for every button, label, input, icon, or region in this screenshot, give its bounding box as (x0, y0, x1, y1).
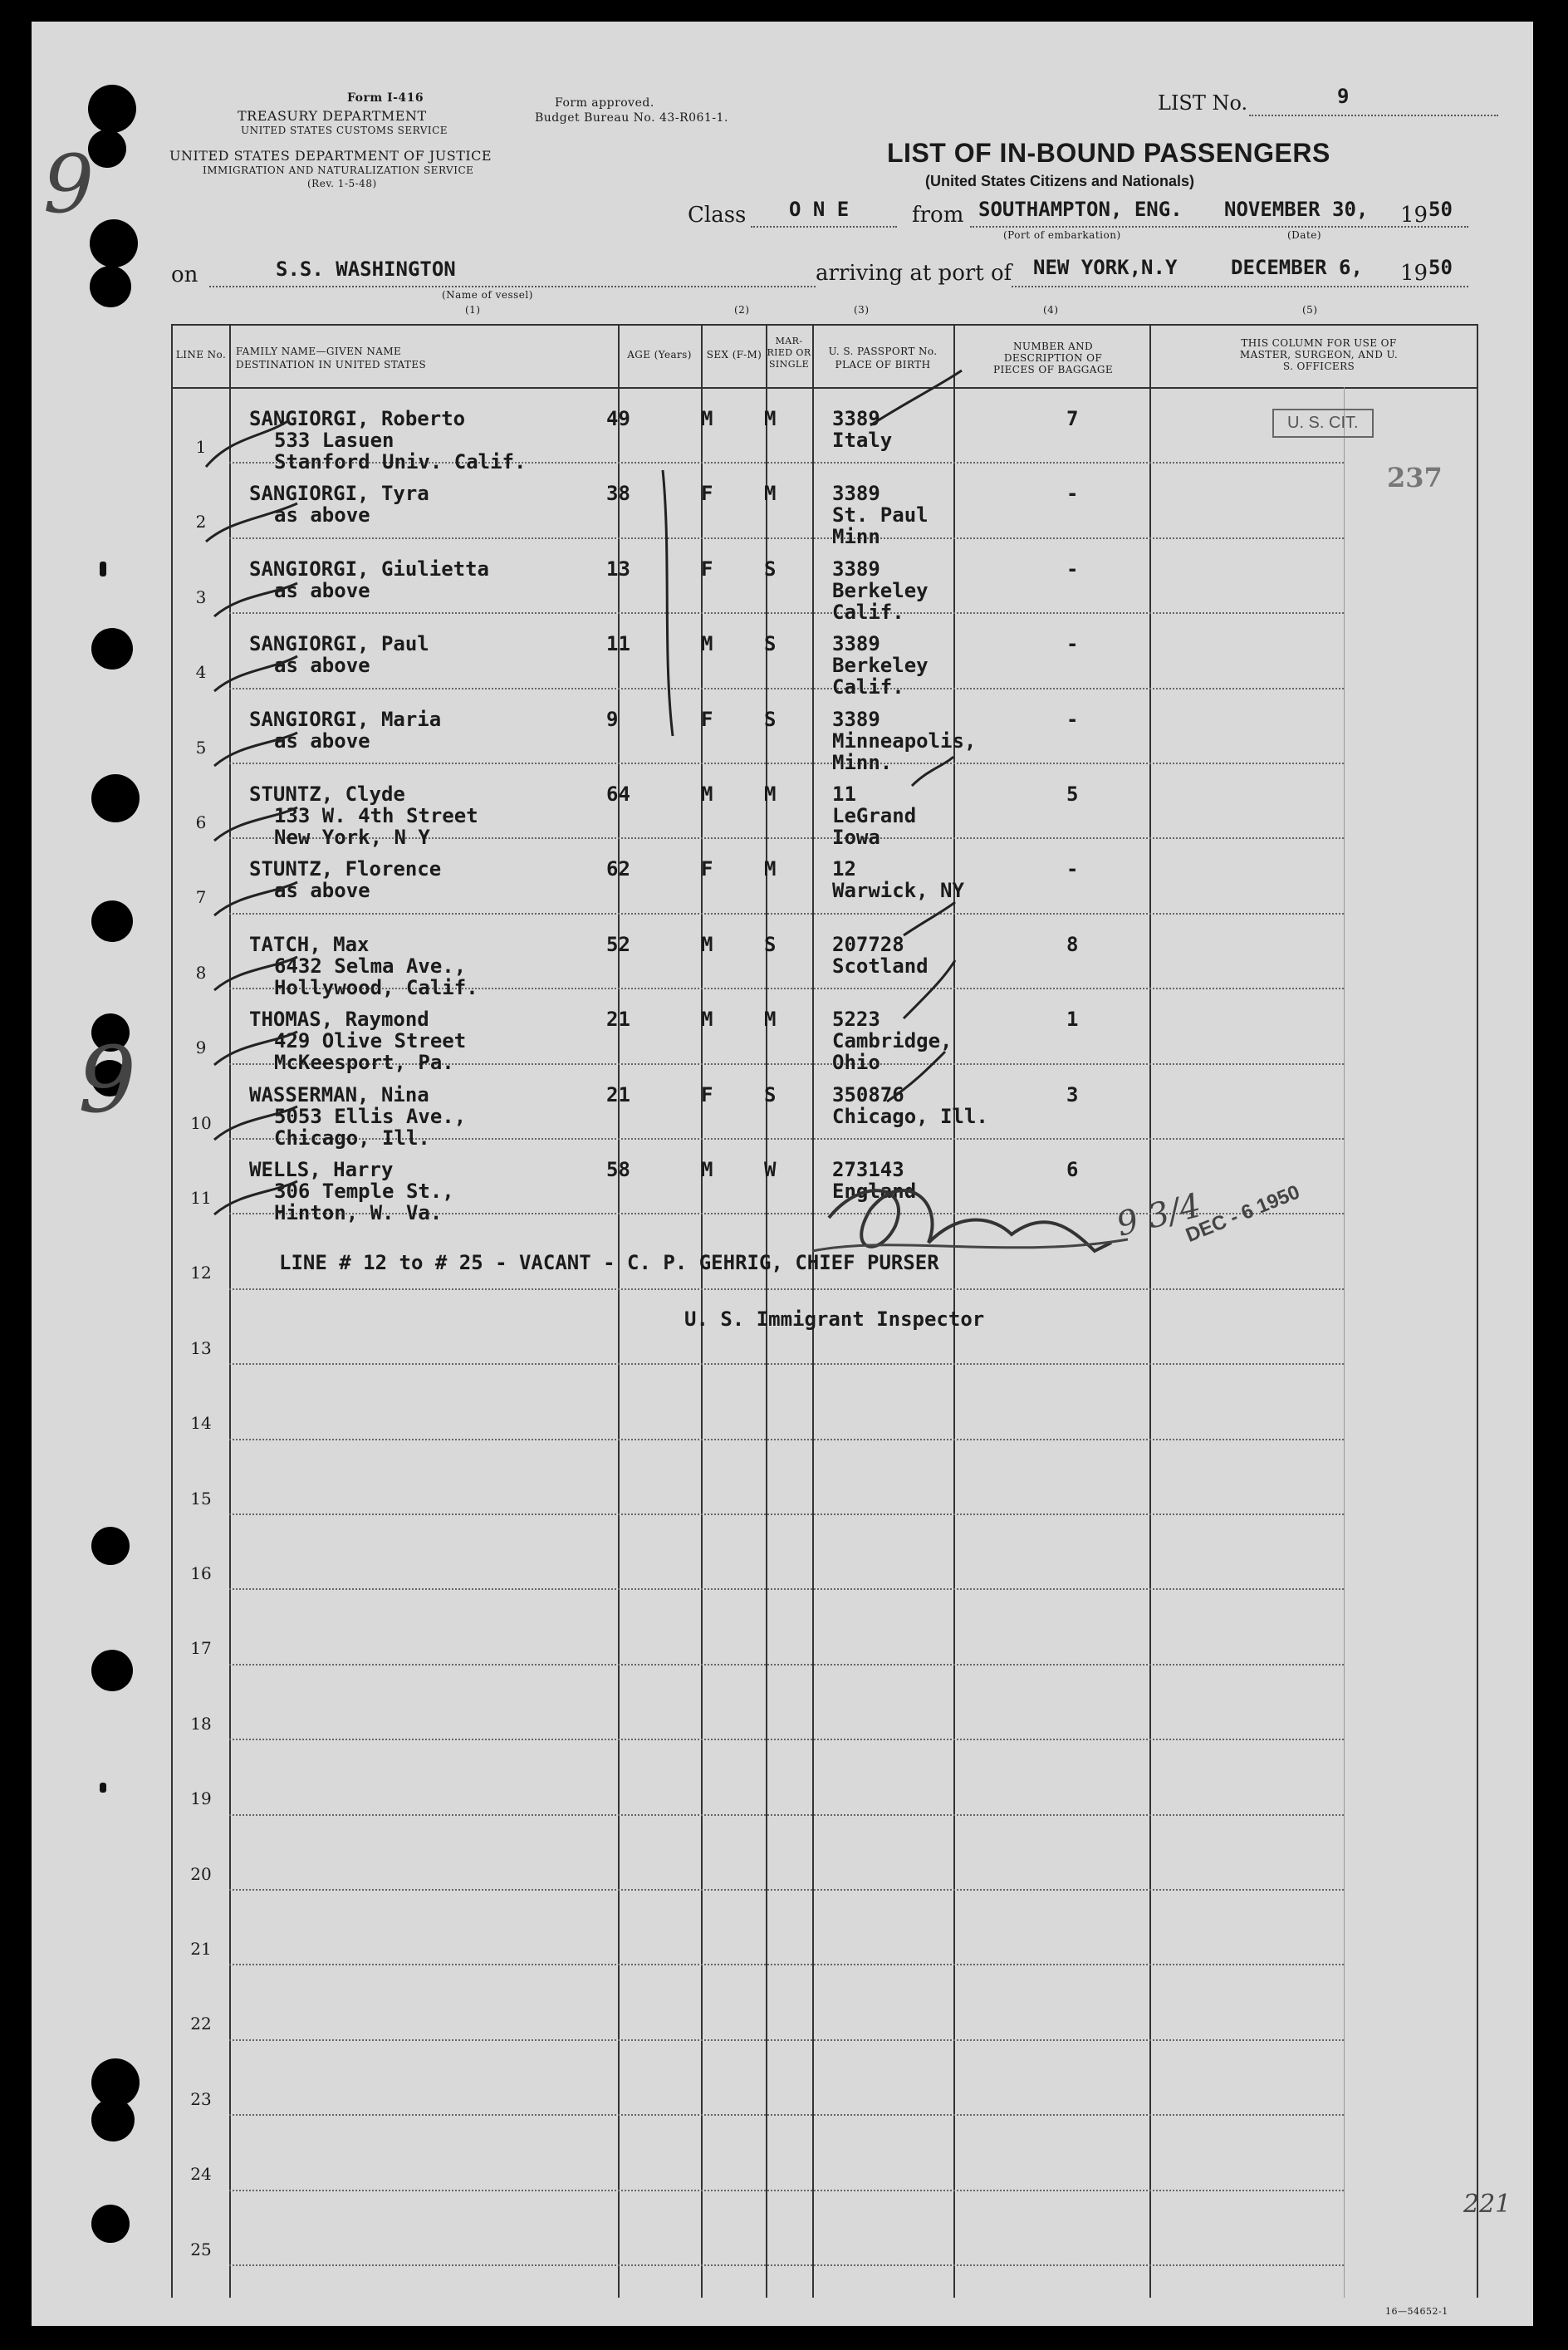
column-header-destination: DESTINATION IN UNITED STATES (236, 359, 427, 370)
destination-line-1: 306 Temple St., (274, 1180, 454, 1203)
empty-line-number: 13 (190, 1337, 212, 1358)
column-header-officers: THIS COLUMN FOR USE OF MASTER, SURGEON, AND U. S. OFFICERS (1239, 337, 1399, 372)
from-label: from (912, 203, 964, 228)
destination-line-1: as above (274, 879, 370, 903)
passenger-name: TATCH, Max (249, 932, 370, 956)
passenger-name: SANGIORGI, Maria (249, 707, 442, 731)
port-caption: (Port of embarkation) (1003, 229, 1121, 241)
destination-line-1: 6432 Selma Ave., (274, 954, 467, 978)
us-citizen-stamp: U. S. CIT. (1272, 409, 1374, 438)
passport-number: 5223 (832, 1008, 880, 1032)
class-value: O N E (789, 198, 850, 221)
passport-number: 3389 (832, 632, 880, 656)
form-number: Form I-416 (347, 91, 424, 105)
place-of-birth-1: Scotland (832, 954, 929, 978)
baggage-count: 6 (1066, 1158, 1079, 1181)
age: 21 (606, 1008, 630, 1032)
page-title: LIST OF IN-BOUND PASSENGERS (887, 138, 1330, 168)
destination-line-1: 533 Lasuen (274, 429, 394, 452)
passport-number: 11 (832, 783, 856, 806)
ins-service: IMMIGRATION AND NATURALIZATION SERVICE (203, 164, 474, 176)
place-of-birth-1: Warwick, NY (832, 879, 964, 903)
passenger-name: WASSERMAN, Nina (249, 1082, 429, 1106)
age: 9 (606, 707, 619, 731)
passport-number: 3389 (832, 407, 880, 430)
arrival-year: 50 (1428, 256, 1453, 279)
place-of-birth-2: Calif. (832, 600, 904, 624)
line-number: 10 (190, 1112, 212, 1133)
department-of-justice: UNITED STATES DEPARTMENT OF JUSTICE (169, 148, 492, 164)
empty-line-number: 12 (190, 1263, 212, 1283)
vessel-caption: (Name of vessel) (442, 289, 533, 301)
column-number: (5) (1302, 304, 1318, 316)
destination-line-2: Hollywood, Calif. (274, 975, 478, 999)
sex: M (701, 783, 713, 806)
empty-line-number: 20 (190, 1863, 212, 1884)
column-header-married: MAR-RIED OR SINGLE (767, 336, 811, 370)
treasury-department: TREASURY DEPARTMENT (238, 108, 427, 124)
revision: (Rev. 1-5-48) (307, 178, 377, 189)
empty-line-number: 21 (190, 1939, 212, 1959)
age: 58 (606, 1158, 630, 1181)
marital-status: M (764, 407, 777, 430)
destination-line-2: Chicago, Ill. (274, 1126, 430, 1150)
line-number: 3 (195, 586, 207, 607)
column-header-passport: U. S. PASSPORT No. (828, 346, 938, 357)
passenger-name: STUNTZ, Florence (249, 857, 442, 881)
sex: M (701, 407, 713, 430)
handwritten-list-number: 9 (43, 138, 95, 231)
place-of-birth-1: Minneapolis, (832, 729, 977, 753)
document-page (32, 22, 1533, 2326)
passenger-name: SANGIORGI, Roberto (249, 407, 466, 430)
age: 52 (606, 932, 630, 956)
punch-hole (91, 2098, 135, 2141)
age: 49 (606, 407, 630, 430)
line-number: 5 (195, 737, 207, 758)
passport-number: 350876 (832, 1082, 904, 1106)
age: 21 (606, 1082, 630, 1106)
form-approved: Form approved. (555, 96, 654, 110)
passport-number: 3389 (832, 482, 880, 506)
baggage-count: 3 (1066, 1082, 1079, 1106)
age: 64 (606, 783, 630, 806)
baggage-count: 7 (1066, 407, 1079, 430)
class-label: Class (688, 203, 747, 228)
destination-line-2: Hinton, W. Va. (274, 1201, 443, 1224)
empty-line-number: 24 (190, 2164, 212, 2185)
column-header-sex: SEX (F-M) (706, 349, 762, 361)
handwritten-list-number: 9 (78, 1027, 136, 1133)
column-header-baggage: NUMBER AND DESCRIPTION OF PIECES OF BAGGAGE (993, 341, 1113, 375)
marital-status: M (764, 1008, 777, 1032)
place-of-birth-1: Berkeley (832, 654, 929, 678)
place-of-birth-1: LeGrand (832, 804, 917, 827)
column-number: (1) (465, 304, 481, 316)
column-header-line: LINE No. (175, 349, 227, 361)
page-subtitle: (United States Citizens and Nationals) (925, 173, 1195, 189)
vacant-lines-note: LINE # 12 to # 25 - VACANT - C. P. GEHRIG, CHIEF PURSER (279, 1251, 939, 1274)
destination-line-2: McKeesport, Pa. (274, 1051, 454, 1075)
arrival-year-prefix: 19 (1400, 261, 1428, 286)
list-no-value: 9 (1337, 85, 1350, 108)
place-of-birth-1: Cambridge, (832, 1029, 953, 1053)
line-number: 1 (195, 437, 207, 457)
handwritten-time: 9 3/4 (1112, 1186, 1205, 1244)
marital-status: W (764, 1158, 777, 1181)
marital-status: M (764, 857, 777, 881)
baggage-count: 1 (1066, 1008, 1079, 1032)
handwritten-corner-note: 221 (1463, 2190, 1512, 2219)
passport-number: 3389 (832, 557, 880, 581)
destination-line-2: New York, N Y (274, 826, 430, 849)
on-label: on (171, 262, 198, 287)
passenger-name: SANGIORGI, Tyra (249, 482, 429, 506)
column-header-name: FAMILY NAME—GIVEN NAME (236, 346, 402, 357)
baggage-count: - (1066, 707, 1079, 731)
line-number: 6 (195, 812, 207, 832)
destination-line-1: 133 W. 4th Street (274, 804, 478, 827)
empty-line-number: 22 (190, 2014, 212, 2034)
punch-hole (91, 1527, 130, 1565)
baggage-count: - (1066, 632, 1079, 656)
sex: M (701, 1008, 713, 1032)
inspection-date-stamp: DEC - 6 1950 (1183, 1180, 1303, 1248)
checkmark-annotations (32, 22, 1533, 1268)
empty-line-number: 19 (190, 1788, 212, 1809)
line-number: 7 (195, 887, 207, 908)
empty-line-number: 23 (190, 2088, 212, 2109)
column-number: (3) (854, 304, 870, 316)
marital-status: M (764, 482, 777, 506)
sex: F (701, 482, 713, 506)
passport-number: 12 (832, 857, 856, 881)
immigrant-inspector-label: U. S. Immigrant Inspector (684, 1307, 985, 1331)
pencil-number: 237 (1387, 462, 1443, 493)
place-of-birth-1: Italy (832, 429, 893, 452)
place-of-birth-1: Berkeley (832, 578, 929, 602)
passenger-name: THOMAS, Raymond (249, 1008, 429, 1032)
baggage-count: - (1066, 557, 1079, 581)
sex: F (701, 1082, 713, 1106)
arrival-date: DECEMBER 6, (1231, 256, 1363, 279)
marital-status: S (764, 1082, 777, 1106)
place-of-birth-1: England (832, 1180, 917, 1203)
arriving-label: arriving at port of (816, 261, 1012, 286)
place-of-birth-2: Minn (832, 525, 880, 549)
footer-code: 16—54652-1 (1385, 2306, 1448, 2317)
port-of-embarkation: SOUTHAMPTON, ENG. (978, 198, 1183, 221)
age: 13 (606, 557, 630, 581)
line-number: 9 (195, 1038, 207, 1058)
passenger-name: WELLS, Harry (249, 1158, 394, 1181)
marital-status: S (764, 557, 777, 581)
column-number: (2) (734, 304, 750, 316)
arrival-port: NEW YORK,N.Y (1033, 256, 1178, 279)
column-number: (4) (1043, 304, 1059, 316)
line-number: 8 (195, 962, 207, 983)
marital-status: S (764, 707, 777, 731)
age: 62 (606, 857, 630, 881)
place-of-birth-2: Iowa (832, 826, 880, 849)
sex: F (701, 557, 713, 581)
empty-line-number: 18 (190, 1713, 212, 1734)
age: 38 (606, 482, 630, 506)
punch-hole (91, 1650, 133, 1691)
place-of-birth-1: St. Paul (832, 503, 929, 527)
passport-number: 273143 (832, 1158, 904, 1181)
punch-hole (91, 2205, 130, 2243)
baggage-count: - (1066, 482, 1079, 506)
place-of-birth-2: Calif. (832, 675, 904, 699)
vessel-name: S.S. WASHINGTON (276, 258, 456, 281)
destination-line-1: as above (274, 729, 370, 753)
embarkation-year-prefix: 19 (1400, 203, 1428, 228)
passenger-name: STUNTZ, Clyde (249, 783, 405, 806)
baggage-count: 5 (1066, 783, 1079, 806)
column-header-age: AGE (Years) (627, 349, 692, 361)
destination-line-1: as above (274, 503, 370, 527)
marital-status: M (764, 783, 777, 806)
empty-line-number: 16 (190, 1563, 212, 1583)
empty-line-number: 15 (190, 1488, 212, 1509)
sex: M (701, 1158, 713, 1181)
line-number: 4 (195, 662, 207, 683)
line-number: 2 (195, 512, 207, 532)
embarkation-year: 50 (1428, 198, 1453, 221)
budget-bureau: Budget Bureau No. 43-R061-1. (535, 111, 728, 125)
date-caption: (Date) (1287, 229, 1322, 241)
list-no-label: LIST No. (1158, 91, 1248, 115)
destination-line-1: 429 Olive Street (274, 1029, 467, 1053)
sex: M (701, 932, 713, 956)
sex: F (701, 857, 713, 881)
passport-number: 3389 (832, 707, 880, 731)
destination-line-1: as above (274, 654, 370, 678)
baggage-count: - (1066, 857, 1079, 881)
empty-line-number: 14 (190, 1413, 212, 1434)
line-number: 11 (190, 1188, 212, 1208)
age: 11 (606, 632, 630, 656)
margin-mark (100, 1783, 106, 1793)
marital-status: S (764, 632, 777, 656)
passport-number: 207728 (832, 932, 904, 956)
destination-line-1: 5053 Ellis Ave., (274, 1104, 467, 1128)
column-header-birth: PLACE OF BIRTH (835, 359, 931, 370)
customs-service: UNITED STATES CUSTOMS SERVICE (241, 125, 448, 136)
place-of-birth-2: Minn. (832, 750, 893, 774)
sex: M (701, 632, 713, 656)
embarkation-date: NOVEMBER 30, (1224, 198, 1369, 221)
sex: F (701, 707, 713, 731)
place-of-birth-2: Ohio (832, 1051, 880, 1075)
empty-line-number: 25 (190, 2239, 212, 2259)
destination-line-2: Stanford Univ. Calif. (274, 450, 527, 473)
passenger-name: SANGIORGI, Paul (249, 632, 429, 656)
marital-status: S (764, 932, 777, 956)
place-of-birth-1: Chicago, Ill. (832, 1104, 988, 1128)
passenger-name: SANGIORGI, Giulietta (249, 557, 489, 581)
destination-line-1: as above (274, 578, 370, 602)
baggage-count: 8 (1066, 932, 1079, 956)
empty-line-number: 17 (190, 1638, 212, 1659)
